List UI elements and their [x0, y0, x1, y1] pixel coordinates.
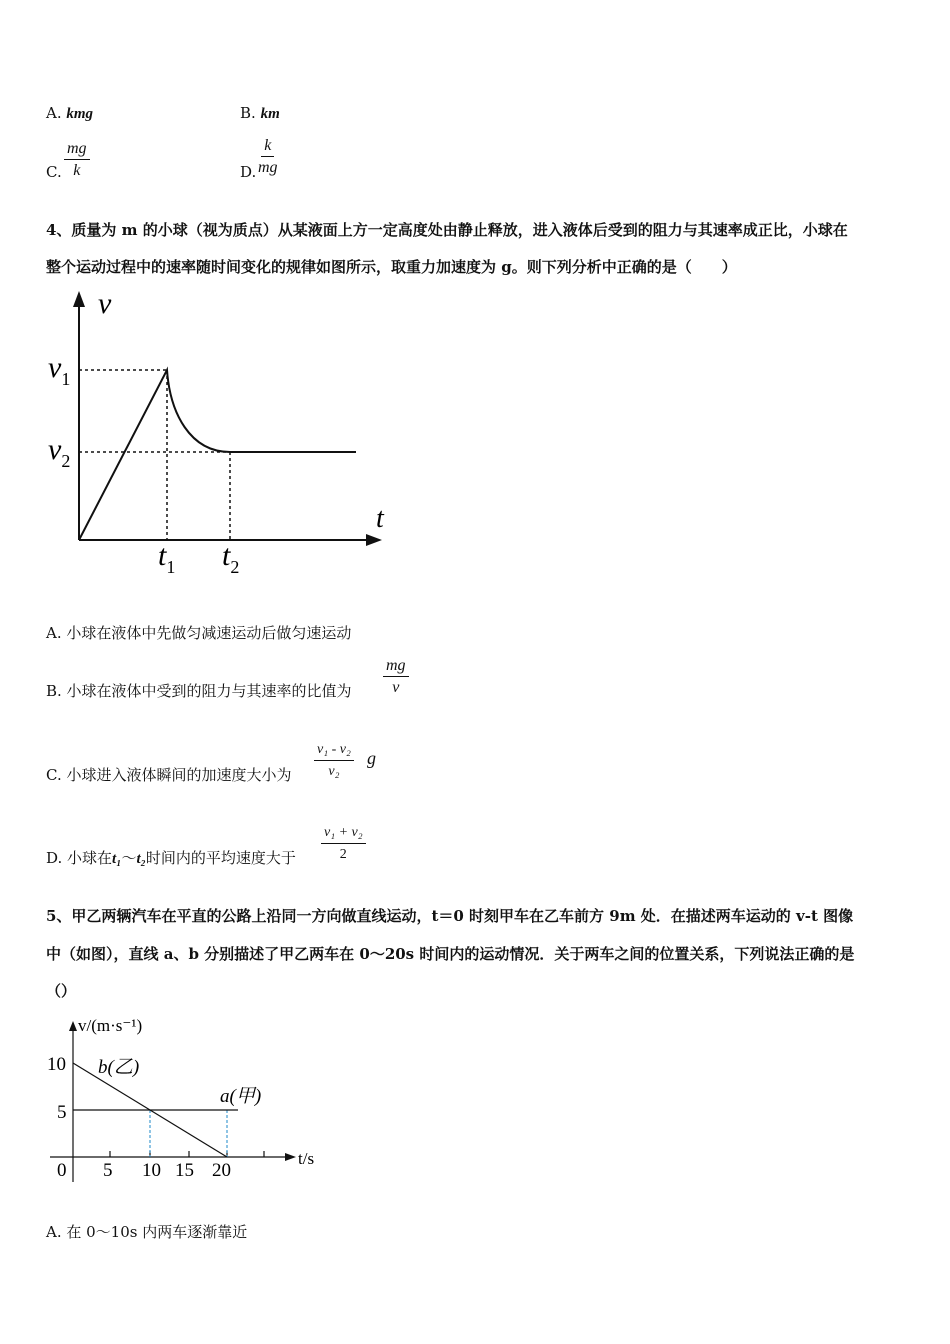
option-d-fraction-4	[321, 824, 366, 864]
line-a-label: a(甲)	[220, 1086, 262, 1107]
x-tick-20: 20	[212, 1160, 231, 1181]
v-axis-arrow-icon	[73, 291, 85, 307]
question-4-option-d	[46, 848, 296, 869]
option-c-g: g	[367, 748, 376, 768]
option-d-prefix: D. 小球在	[46, 849, 113, 867]
question-5-line-2: 中（如图），直线 a、b 分别描述了甲乙两车在 0～20s 时间内的运动情况．关于两车之间的位置关系，下列说法正确的是	[46, 945, 855, 963]
t1-label: $t_1$	[158, 539, 176, 577]
option-d4-denominator: 2	[339, 847, 347, 862]
question-4-option-c: C. 小球进入液体瞬间的加速度大小为	[46, 766, 292, 784]
option-d4-numerator: v₁ + v₂	[321, 824, 366, 844]
option-b-numerator: mg	[383, 657, 409, 677]
y-axis-arrow-icon	[69, 1021, 77, 1031]
question-4-line-1: 4、质量为 m 的小球（视为质点）从某液面上方一定高度处由静止释放，进入液体后受到的阻力与其速率成正比，小球在	[46, 221, 848, 239]
option-d-label: D.	[240, 163, 257, 181]
option-a-label: A.	[46, 104, 62, 122]
option-d-suffix: 时间内的平均速度大于	[145, 849, 296, 867]
option-d-t1: t₁	[112, 851, 122, 867]
x-tick-5: 5	[103, 1160, 113, 1181]
option-a	[46, 103, 93, 124]
option-c4-numerator: v₁ - v₂	[314, 741, 354, 761]
option-d-denominator: mg	[258, 159, 278, 176]
option-d-numerator: k	[261, 137, 274, 157]
option-d-t2: t₂	[136, 851, 146, 867]
option-d-fraction	[258, 137, 278, 177]
y-axis-label: v/(m·s⁻¹)	[78, 1016, 143, 1035]
option-d-tilde: ～	[121, 849, 137, 867]
y-tick-5: 5	[57, 1102, 67, 1123]
option-c-numerator: mg	[64, 140, 90, 160]
t2-label: $t_2$	[222, 539, 240, 577]
option-c-label: C.	[46, 163, 62, 181]
y-tick-10: 10	[47, 1054, 66, 1075]
t-axis-arrow-icon	[366, 534, 382, 546]
option-b	[240, 103, 280, 124]
option-a-value: kmg	[66, 106, 94, 122]
option-b-value: km	[260, 106, 280, 122]
line-b-label: b(乙)	[98, 1057, 140, 1078]
velocity-curve	[79, 370, 356, 540]
option-c-fraction-4	[314, 741, 354, 781]
option-b-label: B.	[240, 104, 256, 122]
x-tick-0: 0	[57, 1160, 67, 1181]
question-4-option-a: A. 小球在液体中先做匀减速运动后做匀速运动	[46, 624, 352, 642]
question-4-line-2: 整个运动过程中的速率随时间变化的规律如图所示，取重力加速度为 g。则下列分析中正确的是（ ）	[46, 258, 737, 276]
x-tick-15: 15	[175, 1160, 194, 1181]
question-5-option-a: A. 在 0～10s 内两车逐渐靠近	[46, 1223, 248, 1241]
t-axis-label: t	[376, 503, 384, 534]
vt-graph-cars	[40, 1010, 340, 1190]
v1-label: $v_1$	[48, 351, 71, 389]
option-c-fraction	[64, 140, 90, 180]
option-c-denominator: k	[73, 162, 81, 179]
x-axis-label: t/s	[298, 1149, 315, 1168]
v-axis-label: v	[98, 287, 112, 320]
x-axis-arrow-icon	[285, 1153, 296, 1161]
question-5-line-1: 5、甲乙两辆汽车在平直的公路上沿同一方向做直线运动，t＝0 时刻甲车在乙车前方 9m 处．在描述两车运动的 v-t 图像	[46, 907, 854, 925]
question-4-option-b: B. 小球在液体中受到的阻力与其速率的比值为	[46, 682, 352, 700]
option-b-fraction	[383, 657, 409, 697]
v2-label: $v_2$	[48, 433, 71, 471]
velocity-time-graph	[40, 285, 400, 585]
x-tick-10: 10	[142, 1160, 161, 1181]
option-c4-denominator: v₂	[328, 764, 340, 779]
option-b-denominator: v	[392, 679, 400, 696]
question-5-line-3: （）	[46, 982, 77, 1000]
